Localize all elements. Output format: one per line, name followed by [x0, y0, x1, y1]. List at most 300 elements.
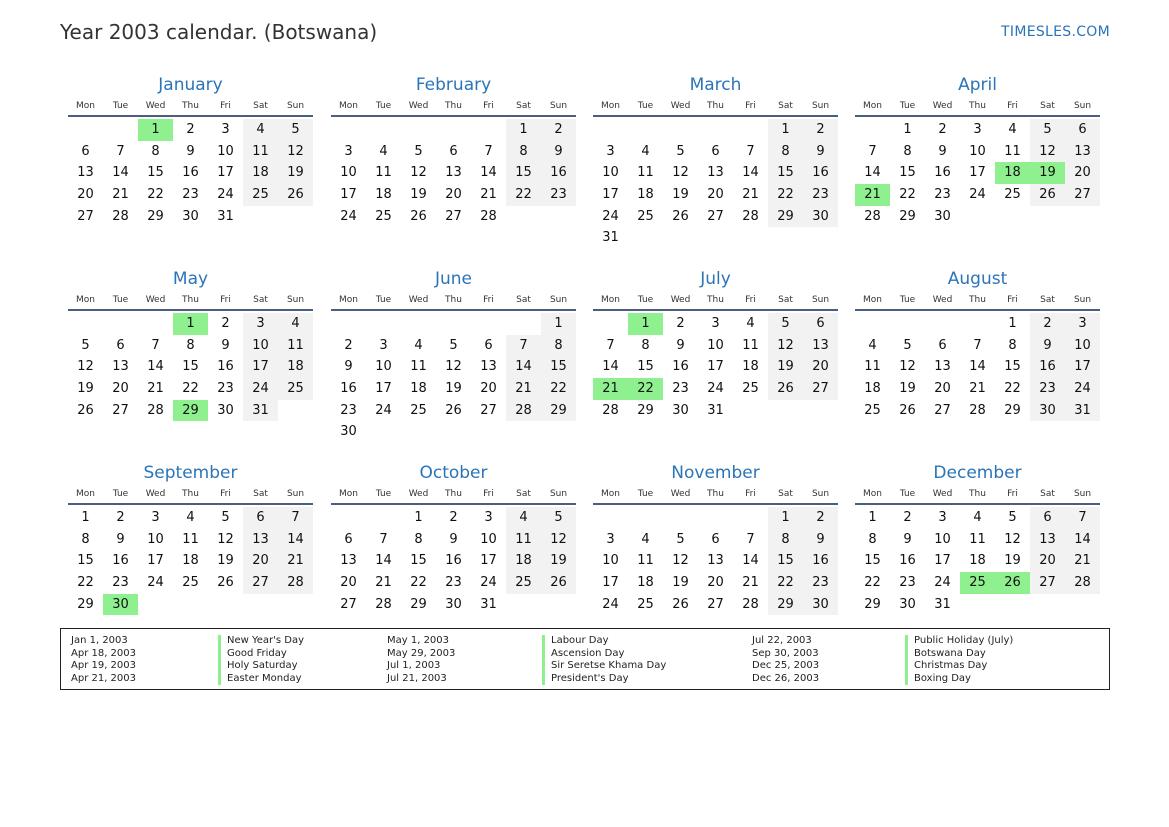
- day-cell: 2: [903, 510, 912, 525]
- weekday-label: Wed: [145, 101, 166, 111]
- day-cell: 4: [186, 510, 195, 525]
- day-cell: 27: [934, 402, 951, 418]
- day-cell: 13: [803, 335, 838, 357]
- day-cell: 5: [1008, 510, 1017, 525]
- day-cell: 8: [768, 529, 803, 551]
- day-grid: [68, 507, 313, 615]
- day-cell: 20: [112, 381, 129, 397]
- day-cell: 6: [116, 337, 125, 353]
- day-cell: 20: [934, 381, 951, 397]
- day-cell: 24: [375, 402, 392, 418]
- day-cell: 24: [602, 208, 619, 224]
- month-name: March: [689, 75, 742, 95]
- day-cell: 14: [602, 359, 619, 375]
- day-cell: 2: [186, 122, 195, 137]
- day-cell: 29: [541, 400, 576, 422]
- weekday-label: Thu: [969, 101, 986, 111]
- day-cell: 2: [938, 122, 947, 137]
- weekday-label: Fri: [1007, 489, 1018, 499]
- day-cell: 28: [480, 208, 497, 224]
- day-cell: 26: [541, 572, 576, 594]
- weekday-header: [593, 99, 838, 117]
- day-cell: 27: [480, 402, 497, 418]
- day-cell: 31: [707, 402, 724, 418]
- day-cell: 13: [1065, 141, 1100, 163]
- day-cell: 7: [278, 507, 313, 529]
- day-cell: 22: [147, 187, 164, 203]
- legend-date-column: [71, 635, 136, 685]
- day-cell: 26: [768, 378, 803, 400]
- day-cell: 19: [768, 356, 803, 378]
- day-cell: 15: [506, 162, 541, 184]
- day-cell: 24: [480, 575, 497, 591]
- day-cell: 2: [541, 119, 576, 141]
- day-cell: 3: [344, 143, 353, 159]
- day-cell: 1: [541, 313, 576, 335]
- weekday-label: Thu: [707, 295, 724, 305]
- day-cell: 21: [278, 550, 313, 572]
- day-cell: 18: [243, 162, 278, 184]
- day-cell: 16: [182, 165, 199, 181]
- day-cell: 8: [506, 141, 541, 163]
- day-cell: 8: [641, 337, 650, 353]
- day-cell: 17: [480, 553, 497, 569]
- day-cell: 6: [484, 337, 493, 353]
- day-cell: 19: [541, 550, 576, 572]
- day-cell: 15: [147, 165, 164, 181]
- month-june: [331, 266, 576, 443]
- day-cell: 10: [602, 553, 619, 569]
- day-cell: 26: [77, 402, 94, 418]
- weekday-label: Thu: [445, 295, 462, 305]
- weekday-label: Thu: [182, 295, 199, 305]
- day-cell: 23: [541, 184, 576, 206]
- weekday-label: Mon: [339, 101, 358, 111]
- weekday-label: Fri: [745, 295, 756, 305]
- day-cell: 4: [641, 143, 650, 159]
- day-cell: 9: [221, 337, 230, 353]
- weekday-label: Tue: [899, 101, 916, 111]
- day-cell: 12: [1030, 141, 1065, 163]
- day-cell: 21: [1065, 550, 1100, 572]
- day-cell: 6: [449, 143, 458, 159]
- day-cell: 5: [449, 337, 458, 353]
- day-cell: 2: [1030, 313, 1065, 335]
- weekday-label: Sat: [253, 295, 268, 305]
- day-cell: 10: [480, 531, 497, 547]
- day-cell: 6: [81, 143, 90, 159]
- legend-holiday-name: Botswana Day: [905, 648, 1013, 661]
- brand-logo[interactable]: TIMESLES.COM: [1001, 24, 1110, 40]
- day-cell: 3: [484, 510, 493, 525]
- day-cell: 5: [278, 119, 313, 141]
- month-may: [68, 266, 313, 421]
- weekday-label: Sat: [516, 489, 531, 499]
- day-cell: 7: [973, 337, 982, 353]
- day-cell: 25: [742, 381, 759, 397]
- weekday-label: Sat: [1040, 101, 1055, 111]
- day-cell: 31: [217, 208, 234, 224]
- day-cell: 9: [449, 531, 458, 547]
- empty-cell: [436, 119, 471, 141]
- day-cell: 26: [899, 402, 916, 418]
- day-cell: 13: [1030, 529, 1065, 551]
- day-cell: 27: [243, 572, 278, 594]
- day-cell: 16: [541, 162, 576, 184]
- day-cell: 24: [243, 378, 278, 400]
- day-cell: 27: [803, 378, 838, 400]
- holiday-legend: [60, 628, 1110, 690]
- day-cell: 17: [602, 187, 619, 203]
- day-cell: 31: [480, 596, 497, 612]
- day-cell: 25: [637, 596, 654, 612]
- month-name: September: [143, 463, 238, 483]
- weekday-label: Sun: [811, 101, 830, 111]
- weekday-label: Sat: [516, 101, 531, 111]
- day-cell: 2: [221, 316, 230, 331]
- day-cell: 12: [1004, 531, 1021, 547]
- day-cell: 23: [672, 381, 689, 397]
- day-cell: 17: [375, 381, 392, 397]
- holiday-day-cell: 21: [855, 184, 890, 206]
- day-cell: 20: [480, 381, 497, 397]
- day-cell: 27: [707, 208, 724, 224]
- day-cell: 27: [340, 596, 357, 612]
- day-cell: 17: [147, 553, 164, 569]
- day-cell: 29: [864, 596, 881, 612]
- day-cell: 13: [445, 165, 462, 181]
- day-cell: 18: [375, 187, 392, 203]
- day-cell: 14: [375, 553, 392, 569]
- day-cell: 8: [768, 141, 803, 163]
- month-august: [855, 266, 1100, 421]
- empty-cell: [960, 313, 995, 335]
- day-cell: 27: [112, 402, 129, 418]
- legend-date: Apr 21, 2003: [71, 672, 137, 684]
- day-cell: 25: [243, 184, 278, 206]
- day-cell: 7: [1065, 507, 1100, 529]
- weekday-label: Sun: [286, 101, 305, 111]
- weekday-label: Mon: [76, 101, 95, 111]
- day-cell: 25: [278, 378, 313, 400]
- weekday-label: Wed: [932, 295, 953, 305]
- holiday-day-cell: 22: [628, 378, 663, 400]
- legend-holiday-name: Labour Day: [542, 635, 666, 648]
- day-cell: 11: [410, 359, 427, 375]
- day-cell: 1: [1008, 316, 1017, 331]
- day-cell: 2: [803, 507, 838, 529]
- day-cell: 23: [182, 187, 199, 203]
- weekday-label: Tue: [637, 489, 654, 499]
- month-name: May: [172, 269, 209, 289]
- day-cell: 21: [506, 378, 541, 400]
- day-cell: 12: [77, 359, 94, 375]
- day-cell: 28: [1065, 572, 1100, 594]
- empty-cell: [471, 119, 506, 141]
- day-grid: [331, 313, 576, 443]
- day-cell: 25: [506, 572, 541, 594]
- day-cell: 29: [637, 402, 654, 418]
- month-name: November: [671, 463, 760, 483]
- day-cell: 22: [410, 575, 427, 591]
- legend-date: Jul 1, 2003: [387, 660, 441, 671]
- weekday-label: Mon: [339, 489, 358, 499]
- day-cell: 2: [116, 510, 125, 525]
- month-name: July: [700, 269, 731, 289]
- day-cell: 5: [676, 143, 685, 159]
- day-cell: 12: [445, 359, 462, 375]
- day-cell: 3: [606, 531, 615, 547]
- empty-cell: [401, 313, 436, 335]
- day-cell: 5: [414, 143, 423, 159]
- day-cell: 16: [445, 553, 462, 569]
- day-cell: 21: [375, 575, 392, 591]
- day-cell: 18: [637, 575, 654, 591]
- day-cell: 7: [746, 143, 755, 159]
- empty-cell: [331, 119, 366, 141]
- day-cell: 31: [934, 596, 951, 612]
- day-grid: [593, 313, 838, 421]
- weekday-label: Sat: [516, 295, 531, 305]
- day-cell: 26: [445, 402, 462, 418]
- weekday-label: Mon: [863, 489, 882, 499]
- day-cell: 5: [221, 510, 230, 525]
- month-name: June: [434, 269, 473, 289]
- day-grid: [855, 119, 1100, 227]
- legend-name-column: [218, 635, 304, 685]
- day-cell: 19: [445, 381, 462, 397]
- weekday-header: [331, 293, 576, 311]
- day-cell: 13: [707, 553, 724, 569]
- day-cell: 12: [899, 359, 916, 375]
- day-cell: 9: [903, 531, 912, 547]
- day-cell: 1: [868, 510, 877, 525]
- holiday-day-cell: 29: [173, 400, 208, 422]
- weekday-label: Sun: [549, 101, 568, 111]
- month-name: August: [947, 269, 1008, 289]
- day-cell: 25: [182, 575, 199, 591]
- legend-date: May 29, 2003: [387, 647, 456, 659]
- weekday-label: Wed: [408, 489, 429, 499]
- day-cell: 30: [445, 596, 462, 612]
- month-april: [855, 72, 1100, 227]
- day-cell: 10: [602, 165, 619, 181]
- month-march: [593, 72, 838, 249]
- weekday-header: [855, 487, 1100, 505]
- weekday-label: Fri: [1007, 295, 1018, 305]
- day-cell: 5: [903, 337, 912, 353]
- weekday-label: Tue: [899, 489, 916, 499]
- day-cell: 8: [541, 335, 576, 357]
- day-cell: 15: [768, 550, 803, 572]
- day-grid: [593, 119, 838, 249]
- day-cell: 2: [676, 316, 685, 331]
- weekday-label: Fri: [745, 101, 756, 111]
- weekday-label: Wed: [670, 101, 691, 111]
- day-cell: 7: [116, 143, 125, 159]
- day-cell: 18: [864, 381, 881, 397]
- weekday-label: Fri: [483, 295, 494, 305]
- legend-date: Apr 18, 2003: [71, 647, 137, 659]
- weekday-header: [68, 487, 313, 505]
- empty-cell: [506, 313, 541, 335]
- day-cell: 23: [112, 575, 129, 591]
- weekday-label: Fri: [1007, 101, 1018, 111]
- month-name: February: [415, 75, 492, 95]
- day-cell: 31: [1065, 400, 1100, 422]
- day-cell: 8: [186, 337, 195, 353]
- day-cell: 14: [278, 529, 313, 551]
- day-cell: 19: [899, 381, 916, 397]
- legend-date: Jul 22, 2003: [752, 635, 812, 646]
- weekday-label: Tue: [112, 101, 129, 111]
- weekday-label: Tue: [899, 295, 916, 305]
- weekday-label: Mon: [76, 295, 95, 305]
- day-cell: 15: [410, 553, 427, 569]
- month-december: [855, 460, 1100, 615]
- day-cell: 13: [480, 359, 497, 375]
- legend-holiday-name: Ascension Day: [542, 648, 666, 661]
- day-cell: 8: [1008, 337, 1017, 353]
- empty-cell: [366, 313, 401, 335]
- day-cell: 20: [707, 575, 724, 591]
- day-cell: 7: [151, 337, 160, 353]
- day-cell: 10: [217, 143, 234, 159]
- day-cell: 28: [147, 402, 164, 418]
- weekday-label: Wed: [145, 295, 166, 305]
- day-cell: 28: [864, 208, 881, 224]
- day-cell: 19: [278, 162, 313, 184]
- weekday-label: Sun: [811, 295, 830, 305]
- weekday-label: Fri: [220, 489, 231, 499]
- day-cell: 27: [1065, 184, 1100, 206]
- day-grid: [593, 507, 838, 615]
- empty-cell: [663, 119, 698, 141]
- legend-holiday-name: President's Day: [542, 673, 666, 686]
- empty-cell: [331, 507, 366, 529]
- day-cell: 11: [506, 529, 541, 551]
- day-cell: 5: [676, 531, 685, 547]
- weekday-label: Thu: [707, 489, 724, 499]
- weekday-label: Sat: [778, 489, 793, 499]
- weekday-label: Fri: [745, 489, 756, 499]
- weekday-label: Fri: [483, 489, 494, 499]
- empty-cell: [855, 313, 890, 335]
- day-cell: 23: [340, 402, 357, 418]
- empty-cell: [471, 313, 506, 335]
- weekday-label: Sat: [253, 489, 268, 499]
- holiday-day-cell: 1: [138, 119, 173, 141]
- day-cell: 29: [768, 594, 803, 616]
- day-cell: 16: [803, 550, 838, 572]
- weekday-label: Mon: [339, 295, 358, 305]
- day-cell: 14: [147, 359, 164, 375]
- day-grid: [855, 507, 1100, 615]
- weekday-label: Tue: [637, 101, 654, 111]
- day-cell: 9: [541, 141, 576, 163]
- day-cell: 23: [899, 575, 916, 591]
- legend-holiday-name: Public Holiday (July): [905, 635, 1013, 648]
- holiday-day-cell: 19: [1030, 162, 1065, 184]
- day-cell: 28: [112, 208, 129, 224]
- weekday-label: Wed: [408, 295, 429, 305]
- day-cell: 6: [1065, 119, 1100, 141]
- empty-cell: [733, 507, 768, 529]
- weekday-label: Thu: [445, 489, 462, 499]
- day-cell: 4: [868, 337, 877, 353]
- day-cell: 16: [340, 381, 357, 397]
- day-cell: 22: [864, 575, 881, 591]
- legend-holiday-name: Good Friday: [218, 648, 304, 661]
- day-cell: 9: [344, 359, 353, 375]
- day-cell: 28: [742, 208, 759, 224]
- day-cell: 7: [506, 335, 541, 357]
- weekday-label: Mon: [863, 101, 882, 111]
- day-cell: 26: [672, 208, 689, 224]
- legend-date: Dec 25, 2003: [752, 660, 820, 671]
- day-cell: 20: [707, 187, 724, 203]
- day-cell: 3: [606, 143, 615, 159]
- empty-cell: [593, 313, 628, 335]
- day-cell: 26: [672, 596, 689, 612]
- legend-date: Jul 21, 2003: [387, 672, 447, 684]
- day-cell: 13: [243, 529, 278, 551]
- day-cell: 27: [445, 208, 462, 224]
- day-cell: 17: [934, 553, 951, 569]
- day-cell: 7: [868, 143, 877, 159]
- legend-holiday-name: Easter Monday: [218, 673, 304, 686]
- day-grid: [68, 313, 313, 421]
- weekday-label: Wed: [145, 489, 166, 499]
- day-cell: 17: [969, 165, 986, 181]
- legend-name-column: [905, 635, 1013, 685]
- day-cell: 14: [864, 165, 881, 181]
- day-cell: 2: [344, 337, 353, 353]
- weekday-label: Thu: [707, 101, 724, 111]
- day-cell: 24: [934, 575, 951, 591]
- day-cell: 4: [243, 119, 278, 141]
- day-cell: 21: [969, 381, 986, 397]
- legend-holiday-name: Holy Saturday: [218, 660, 304, 673]
- day-cell: 19: [217, 553, 234, 569]
- month-january: [68, 72, 313, 227]
- day-cell: 30: [182, 208, 199, 224]
- day-cell: 11: [637, 165, 654, 181]
- weekday-label: Mon: [601, 295, 620, 305]
- weekday-label: Sun: [811, 489, 830, 499]
- day-cell: 10: [969, 143, 986, 159]
- day-cell: 29: [410, 596, 427, 612]
- weekday-label: Sun: [1073, 101, 1092, 111]
- day-cell: 10: [340, 165, 357, 181]
- day-cell: 22: [506, 184, 541, 206]
- day-cell: 4: [1008, 122, 1017, 137]
- holiday-day-cell: 1: [628, 313, 663, 335]
- month-november: [593, 460, 838, 615]
- month-name: April: [958, 75, 997, 95]
- day-cell: 25: [864, 402, 881, 418]
- day-cell: 6: [344, 531, 353, 547]
- empty-cell: [593, 119, 628, 141]
- day-cell: 15: [637, 359, 654, 375]
- day-cell: 27: [1030, 572, 1065, 594]
- day-cell: 17: [243, 356, 278, 378]
- day-cell: 15: [182, 359, 199, 375]
- day-cell: 23: [803, 572, 838, 594]
- empty-cell: [138, 313, 173, 335]
- day-cell: 25: [410, 402, 427, 418]
- day-cell: 20: [340, 575, 357, 591]
